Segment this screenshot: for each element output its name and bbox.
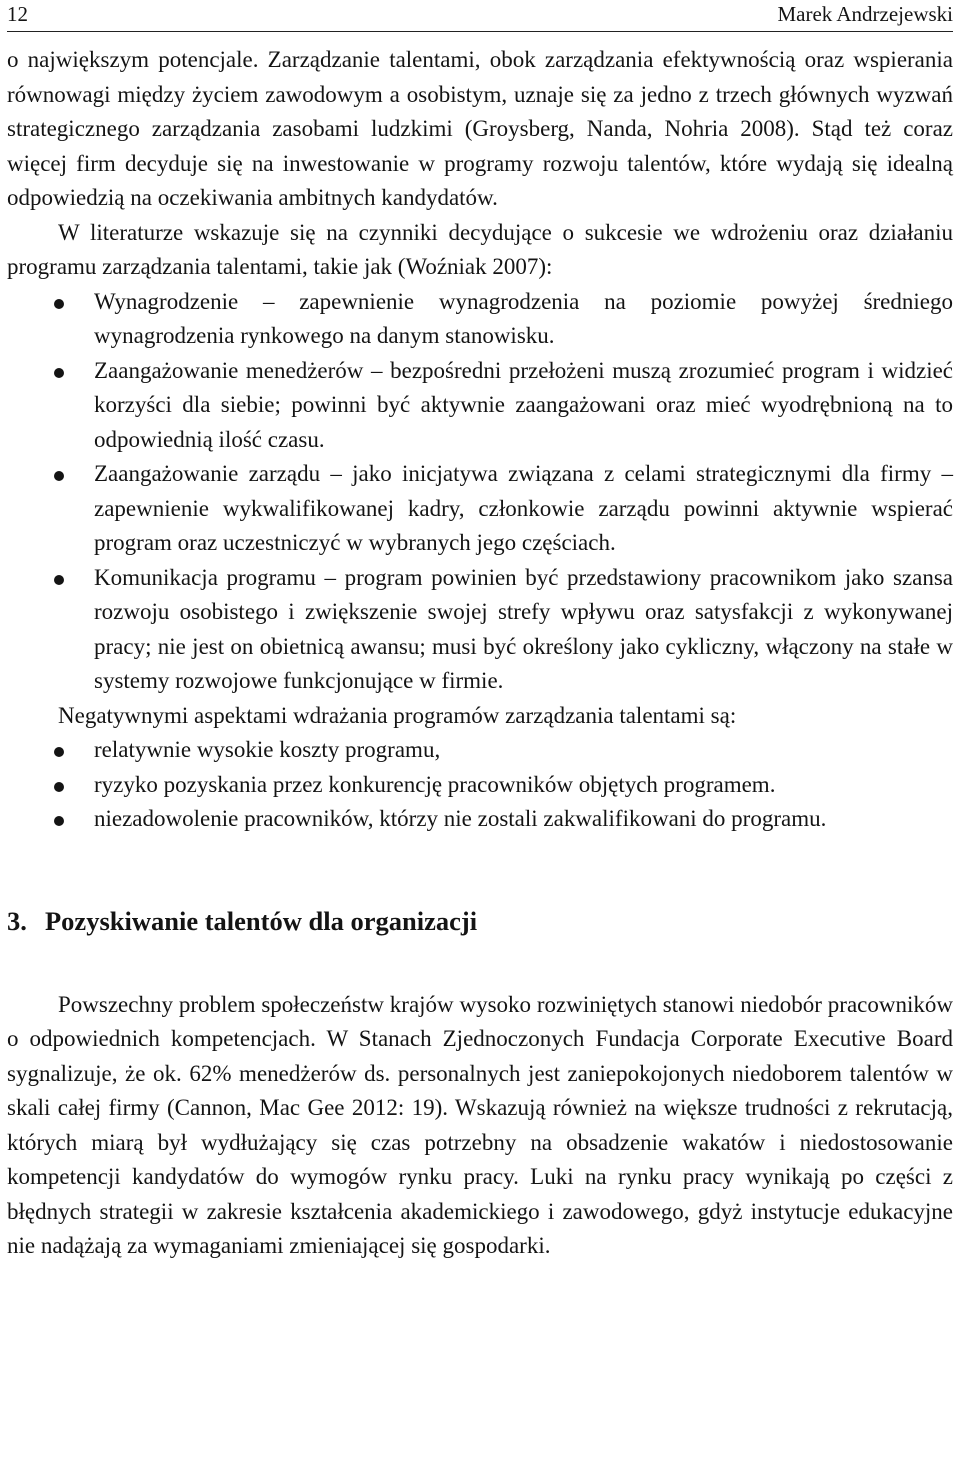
paragraph-success-factors-intro: W literaturze wskazuje się na czynniki decydujące o sukcesie we wdrożeniu oraz działaniu programu zarządzania talentami, takie jak (Woźniak 2007): (7, 219, 953, 279)
list-item-text: niezadowolenie pracowników, którzy nie zostali zakwalifikowani do programu. (94, 806, 827, 831)
bullet-icon (54, 368, 64, 378)
list-item-text: Komunikacja programu – program powinien być przedstawiony pracownikom jako szansa rozwoju osobistego i zwiększenie swojej strefy wpływu oraz satysfakcji z wykonywanej pracy; nie jest on obietnicą awansu; musi być określony jako cykliczny, włączony na stałe w systemy rozwojowe funkcjonujące w firmie. (94, 564, 953, 693)
paragraph-section-body: Powszechny problem społeczeństw krajów wysoko rozwiniętych stanowi niedobór pracowników o odpowiednich kompetencjach. W Stanach Zjednoczonych Fundacja Corporate Executive Board sygnalizuje, że ok. 62% menedżerów ds. personalnych jest zaniepokojonych niedoborem talentów w skali całej firmy (Cannon, Mac Gee 2012: 19). Wskazują również na większe trudności z rekrutacją, których miarą był wydłużający się czas potrzebny na obsadzenie wakatów i niedostosowanie kompetencji kandydatów do wymogów rynku pracy. Luki na rynku pracy wynikają po części z błędnych strategii w zakresie kształcenia akademickiego i zawodowego, gdyż instytucje edukacyjne nie nadążają za wymaganiami zmieniającej się gospodarki. (7, 991, 953, 1258)
list-item (7, 733, 953, 768)
list-item-text: Zaangażowanie zarządu – jako inicjatywa związana z celami strategicznymi dla firmy – zapewnienie wykwalifikowanej kadry, członkowie zarządu powinni aktywnie wspierać program oraz uczestniczyć w wybranych jego częściach. (94, 461, 953, 555)
bullet-icon (54, 747, 64, 757)
list-item (7, 354, 953, 458)
bullet-icon (54, 575, 64, 585)
list-item-text: relatywnie wysokie koszty programu, (94, 737, 441, 762)
list-item (7, 768, 953, 803)
list-item (7, 457, 953, 561)
list-item (7, 285, 953, 354)
running-header-author: Marek Andrzejewski (777, 2, 953, 26)
bullet-icon (54, 299, 64, 309)
negative-aspects-list (7, 733, 953, 837)
paragraph-intro: o największym potencjale. Zarządzanie talentami, obok zarządzania efektywnością oraz wspierania równowagi między życiem zawodowym a osobistym, uznaje się za jedno z trzech głównych wyzwań strategicznego zarządzania zasobami ludzkimi (Groysberg, Nanda, Nohria 2008). Stąd też coraz więcej firm decyduje się na inwestowanie w programy rozwoju talentów, które wydają się idealną odpowiedzią na oczekiwania ambitnych kandydatów. (7, 47, 953, 210)
document-page (7, 0, 953, 1264)
list-item (7, 802, 953, 837)
bullet-icon (54, 782, 64, 792)
running-header (7, 0, 953, 32)
list-item-text: Zaangażowanie menedżerów – bezpośredni przełożeni muszą zrozumieć program i widzieć korzyści dla siebie; powinni być aktywnie zaangażowani oraz mieć wyodrębnioną na to odpowiednią ilość czasu. (94, 357, 953, 452)
list-item (7, 561, 953, 699)
list-item-text: Wynagrodzenie – zapewnienie wynagrodzenia na poziomie powyżej średniego wynagrodzenia rynkowego na danym stanowisku. (94, 288, 953, 348)
bullet-icon (54, 816, 64, 826)
section-heading (7, 904, 953, 938)
section-title: Pozyskiwanie talentów dla organizacji (45, 905, 478, 936)
page-number: 12 (7, 2, 28, 26)
success-factors-list (7, 285, 953, 699)
list-item-text: ryzyko pozyskania przez konkurencję pracowników objętych programem. (94, 771, 776, 797)
paragraph-negative-aspects-intro: Negatywnymi aspektami wdrażania programów zarządzania talentami są: (58, 702, 737, 728)
section-number: 3. (7, 905, 27, 936)
bullet-icon (54, 471, 64, 481)
